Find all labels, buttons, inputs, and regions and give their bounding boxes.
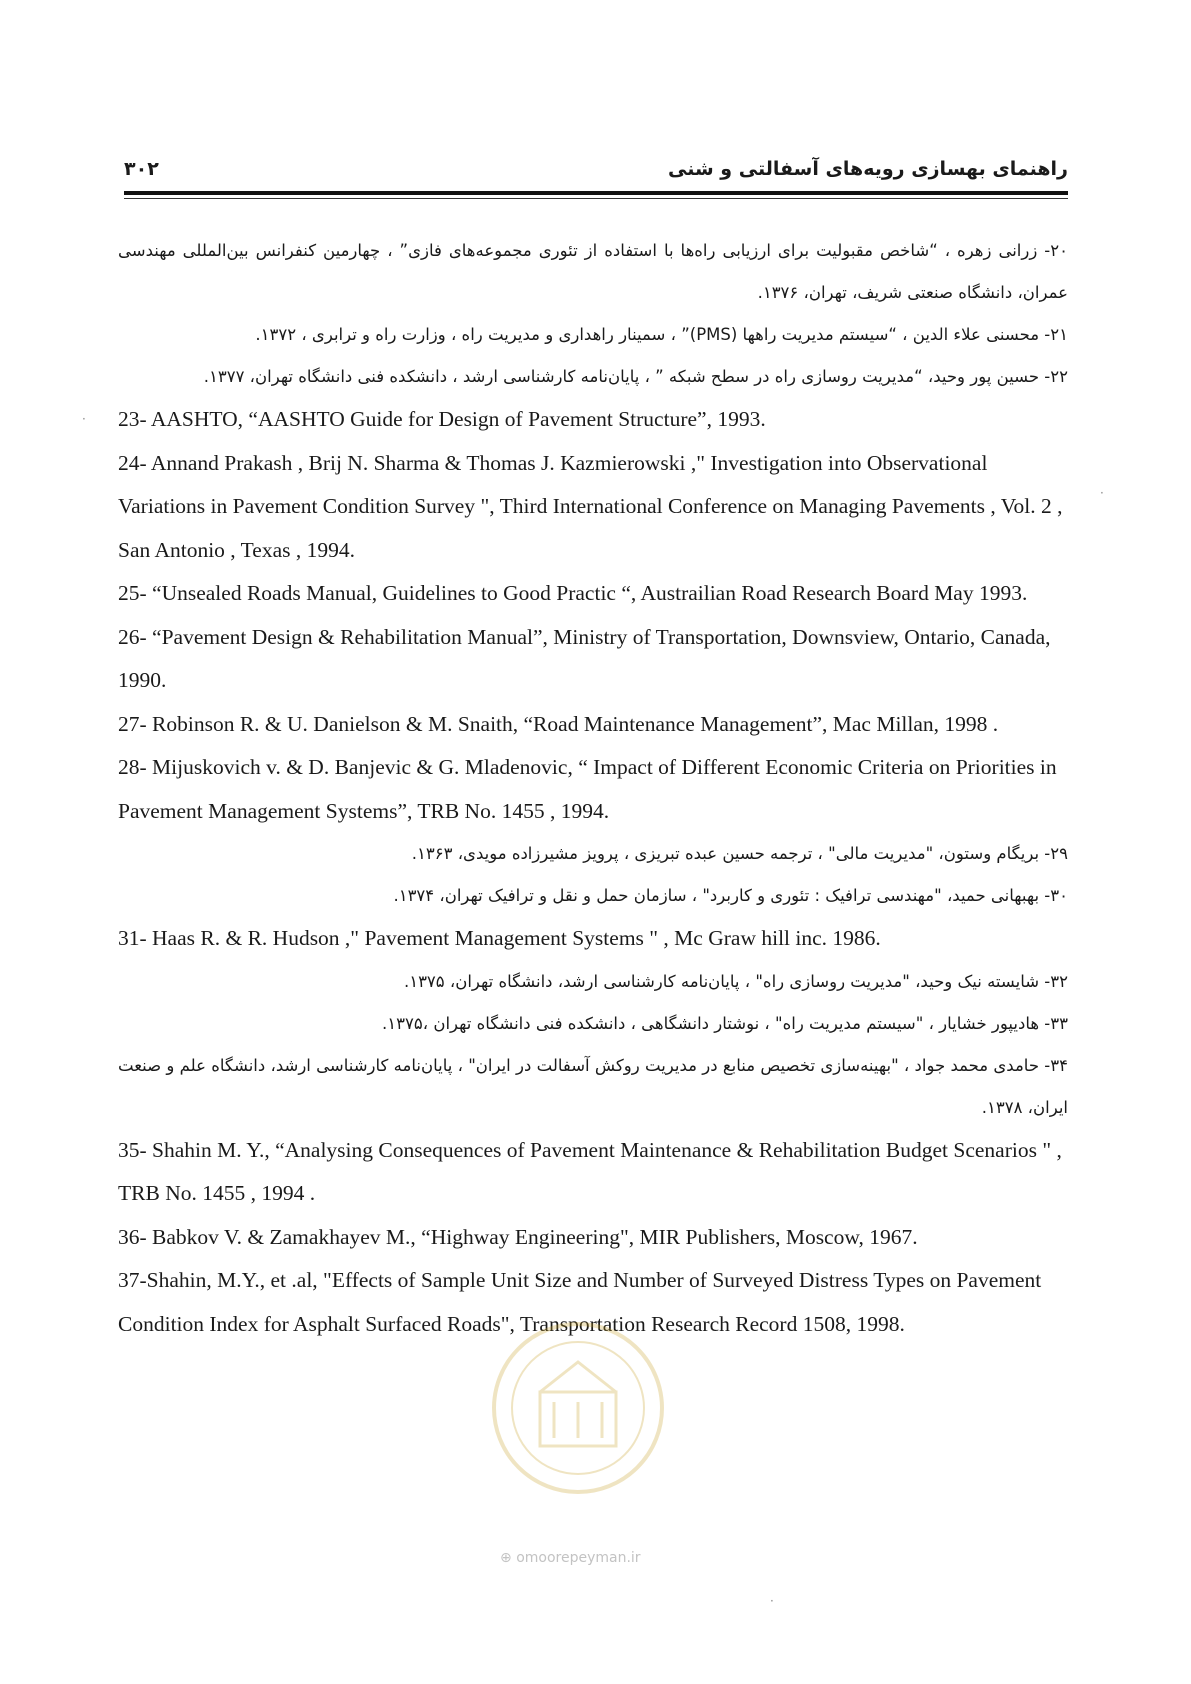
reference-item: 25- “Unsealed Roads Manual, Guidelines to Good Practic “, Austrailian Road Research Board May 1993. [118,581,1028,605]
reference-item: 27- Robinson R. & U. Danielson & M. Snaith, “Road Maintenance Management”, Mac Millan, 1998 . [118,711,999,736]
site-watermark [500,1550,641,1566]
margin-dot: · [770,1594,774,1608]
reference-item: 37-Shahin, M.Y., et .al, "Effects of Sample Unit Size and Number of Surveyed Distress Types on Pavement Condition Index for Asphalt Surfaced Roads", Transportation Research Record 1508, 1998. [118,1268,1042,1336]
reference-item: ۳۲- شایسته نیک وحید، "مدیریت روسازی راه" ، پایان‌نامه کارشناسی ارشد، دانشگاه تهران، ۱۳۷۵. [403,971,1068,991]
reference-item: ۲۱- محسنی علاء الدین ، “سیستم مدیریت راهها (PMS)” ، سمینار راهداری و مدیریت راه ، وزارت راه و ترابری ، ۱۳۷۲. [255,325,1068,344]
margin-dot: · [82,412,86,426]
running-title: راهنمای بهسازی رویه‌های آسفالتی و شنی [668,158,1068,180]
margin-dot: · [1100,486,1104,500]
globe-icon: ⊕ [500,1550,512,1566]
header-rule-thin [124,198,1068,199]
reference-item: 24- Annand Prakash , Brij N. Sharma & Thomas J. Kazmierowski ," Investigation into Observational Variations in Pavement Condition Survey ", Third International Conference on Managing Pavements , Vol. 2 , San Antonio , Texas , 1994. [118,450,1063,562]
watermark-text: omoorepeyman.ir [516,1550,641,1566]
reference-item: 36- Babkov V. & Zamakhayev M., “Highway Engineering", MIR Publishers, Moscow, 1967. [118,1224,918,1249]
reference-item: ۲۰- زرانی زهره ، “شاخص مقبولیت برای ارزیابی راه‌ها با استفاده از تئوری مجموعه‌های فازی” ، چهارمین کنفرانس بین‌المللی مهندسی عمران، دانشگاه صنعتی شریف، تهران، ۱۳۷۶. [118,241,1068,302]
header-rule-thick [124,191,1068,195]
reference-item: 26- “Pavement Design & Rehabilitation Manual”, Ministry of Transportation, Downsview, Ontario, Canada, 1990. [118,624,1051,692]
reference-item: 31- Haas R. & R. Hudson ," Pavement Management Systems " , Mc Graw hill inc. 1986. [118,926,881,950]
reference-item: 23- AASHTO, “AASHTO Guide for Design of Pavement Structure”, 1993. [118,407,766,431]
reference-item: ۲۹- بریگام وستون، "مدیریت مالی" ، ترجمه حسین عبده تبریزی ، پرویز مشیرزاده مویدی، ۱۳۶۳. [411,844,1068,863]
reference-item: 35- Shahin M. Y., “Analysing Consequences of Pavement Maintenance & Rehabilitation Budget Scenarios " , TRB No. 1455 , 1994 . [118,1137,1062,1205]
reference-item: ۳۰- بهبهانی حمید، "مهندسی ترافیک : تئوری و کاربرد" ، سازمان حمل و نقل و ترافیک تهران، ۱۳۷۴. [393,886,1068,905]
reference-item: ۲۲- حسین پور وحید، “مدیریت روسازی راه در سطح شبکه ” ، پایان‌نامه کارشناسی ارشد ، دانشکده فنی دانشگاه تهران، ۱۳۷۷. [203,367,1068,386]
page-number: ۳۰۲ [124,158,159,180]
reference-list [118,230,1068,1346]
reference-item: 28- Mijuskovich v. & D. Banjevic & G. Mladenovic, “ Impact of Different Economic Criteria on Priorities in Pavement Management Systems”, TRB No. 1455 , 1994. [118,755,1057,823]
reference-item: ۳۳- هادیپور خشایار ، "سیستم مدیریت راه" ، نوشتار دانشگاهی ، دانشکده فنی دانشگاه تهران ،۱۳۷۵. [382,1013,1068,1033]
reference-item: ۳۴- حامدی محمد جواد ، "بهینه‌سازی تخصیص منابع در مدیریت روکش آسفالت در ایران" ، پایان‌نامه کارشناسی ارشد، دانشگاه علم و صنعت ایران، ۱۳۷۸. [118,1055,1068,1117]
